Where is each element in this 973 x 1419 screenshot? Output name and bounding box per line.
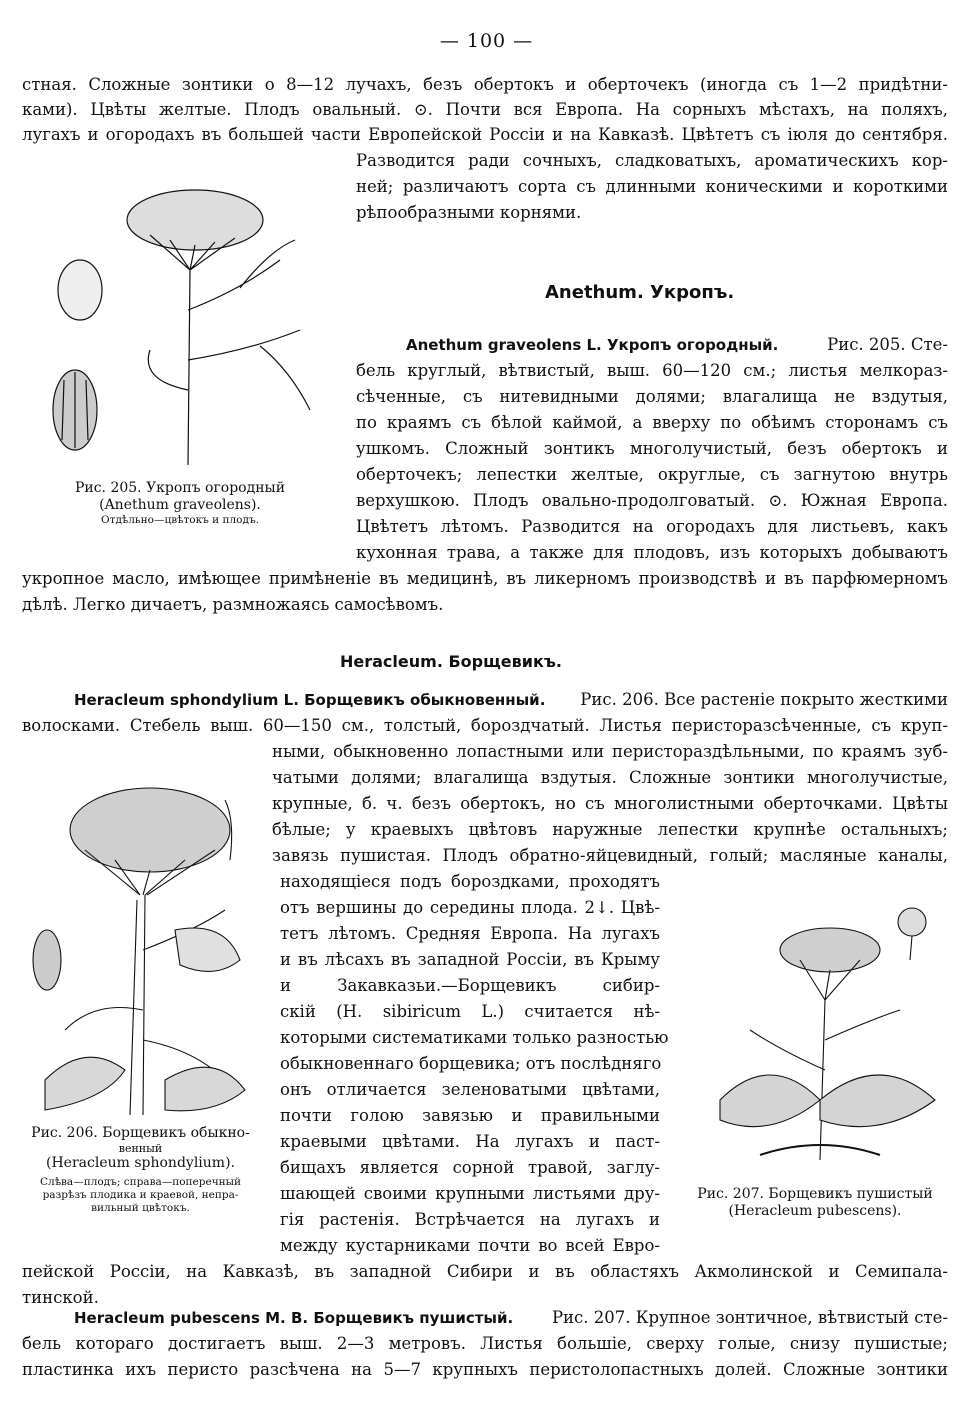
text-line: верхушкою. Плодъ овально-продолговатый. ⊙. Южная Европа. (356, 491, 948, 510)
text-line: почти голою завязью и правильными (280, 1106, 660, 1125)
text-line: укропное масло, имѣющее примѣненіе въ медицинѣ, въ ликерномъ производствѣ и въ парфюмерномъ (22, 569, 948, 588)
figure-205-title: Рис. 205. Укропъ огородный (74, 480, 286, 496)
figure-206-note: Слѣва—плодъ; справа—поперечный (39, 1176, 241, 1188)
text-line: находящіеся подъ бороздками, проходятъ (280, 872, 660, 891)
text-line: бѣлые; у краевыхъ цвѣтовъ наружные лепестки крупнѣе остальныхъ; (272, 820, 948, 839)
text-line: волосками. Стебель выш. 60—150 см., толстый, бороздчатый. Листья перисторазсѣченные, съ круп- (22, 716, 948, 735)
text-line: между кустарниками почти во всей Евро- (280, 1236, 660, 1255)
text-line: и въ лѣсахъ въ западной Россіи, въ Крыму (280, 950, 660, 969)
text-line: скій (H. sibiricum L.) считается нѣ- (280, 1002, 660, 1021)
text-fragment: Рис. 205. Сте- (827, 335, 948, 354)
text-line: крупные, б. ч. безъ обертокъ, но съ многолистными оберточками. Цвѣты (272, 794, 948, 813)
text-line: Цвѣтетъ лѣтомъ. Разводится на огородахъ для листьевъ, какъ (356, 517, 948, 536)
figure-207-caption (680, 1186, 950, 1220)
species-line (406, 335, 948, 355)
text-line: бель круглый, вѣтвистый, выш. 60—120 см.; листья мелкораз- (356, 361, 948, 380)
text-line: краевыми цвѣтами. На лугахъ и паст- (280, 1132, 660, 1151)
text-line: рѣпообразными корнями. (356, 203, 582, 222)
text-line: бель котораго достигаетъ выш. 2—3 метровъ. Листья большіе, сверху голые, снизу пушистые; (22, 1334, 948, 1353)
text-line: которыми систематиками только разностью (280, 1028, 669, 1047)
figure-207-title: Рис. 207. Борщевикъ пушистый (697, 1186, 933, 1202)
text-line: шающей своими крупными листьями дру- (280, 1184, 660, 1203)
text-line: пейской Россіи, на Кавказѣ, въ западной Сибири и въ областяхъ Акмолинской и Семипала- (22, 1262, 948, 1281)
text-line: бищахъ является сорной травой, заглу- (280, 1158, 660, 1177)
pubescent-hogweed-illustration (700, 900, 950, 1180)
text-line: пластинка ихъ перисто разсѣчена на 5—7 крупныхъ перистолопастныхъ долей. Сложные зонтики (22, 1360, 948, 1379)
text-line: тетъ лѣтомъ. Средняя Европа. На лугахъ (280, 924, 660, 943)
species-line (74, 690, 948, 710)
text-line: по краямъ съ бѣлой каймой, а вверху по обѣимъ сторонамъ съ (356, 413, 948, 432)
text-line: ками). Цвѣты желтые. Плодъ овальный. ⊙. Почти вся Европа. На сорныхъ мѣстахъ, на поляхъ, (22, 100, 948, 119)
text-line: завязь пушистая. Плодъ обратно-яйцевидный, голый; масляные каналы, (272, 846, 948, 865)
text-fragment: Рис. 207. Крупное зонтичное, вѣтвистый сте- (551, 1308, 948, 1327)
text-line: Разводится ради сочныхъ, сладковатыхъ, ароматическихъ кор- (356, 151, 948, 170)
section-heading-anethum: Anethum. Укропъ. (545, 282, 735, 303)
text-fragment: Рис. 206. Все растеніе покрыто жесткими (580, 690, 948, 709)
species-line (74, 1308, 948, 1328)
figure-206-latin: (Heracleum sphondylium). (46, 1155, 235, 1171)
text-line: сѣченные, съ нитевидными долями; влагалища не вздутыя, (356, 387, 948, 406)
text-line: чатыми долями; влагалища вздутыя. Сложные зонтики многолучистые, (272, 768, 948, 787)
text-line: ными, обыкновенно лопастными или перистораздѣльными, по краямъ зуб- (272, 742, 948, 761)
text-line: оберточекъ; лепестки желтые, округлые, съ загнутою внутрь (356, 465, 948, 484)
figure-206-title-cont: венный (118, 1142, 163, 1155)
species-name-pubescens: Heracleum pubescens M. B. Борщевикъ пушистый. (74, 1309, 514, 1327)
text-line: ней; различаютъ сорта съ длинными коническими и короткими (356, 177, 948, 196)
text-line: и Закавказьи.—Борщевикъ сибир- (280, 976, 660, 995)
text-line: кухонная трава, а также для плодовъ, изъ которыхъ добываютъ (356, 543, 948, 562)
figure-205-caption (40, 480, 320, 527)
text-line: отъ вершины до середины плода. 2↓. Цвѣ- (280, 898, 660, 917)
figure-206-note: разрѣзъ плодика и краевой, непра- (42, 1189, 239, 1201)
text-line: дѣлѣ. Легко дичаетъ, размножаясь самосѣвомъ. (22, 595, 444, 614)
figure-207-latin: (Heracleum pubescens). (728, 1203, 902, 1219)
figure-206-note: вильный цвѣтокъ. (91, 1202, 190, 1214)
text-line: обыкновеннаго борщевика; отъ послѣдняго (280, 1054, 662, 1073)
text-line: стная. Сложные зонтики о 8—12 лучахъ, безъ обертокъ и оберточекъ (иногда съ 1—2 придѣтни- (22, 75, 948, 94)
text-line: тинской. (22, 1288, 99, 1307)
figure-205-note: Отдѣльно—цвѣтокъ и плодъ. (101, 514, 259, 526)
figure-206-caption (18, 1125, 263, 1215)
dill-illustration (40, 180, 340, 470)
species-name-sphondylium: Heracleum sphondylium L. Борщевикъ обыкновенный. (74, 691, 546, 709)
text-line: лугахъ и огородахъ въ большей части Европейской Россіи и на Кавказѣ. Цвѣтетъ съ іюля до сентября. (22, 125, 948, 144)
species-name-anethum: Anethum graveolens L. Укропъ огородный. (406, 336, 779, 354)
hogweed-illustration (25, 780, 255, 1120)
page-number: — 100 — (439, 30, 534, 52)
text-line: гія растенія. Встрѣчается на лугахъ и (280, 1210, 660, 1229)
figure-206-title: Рис. 206. Борщевикъ обыкно- (31, 1125, 250, 1141)
figure-205-latin: (Anethum graveolens). (99, 497, 261, 513)
text-line: ушкомъ. Сложный зонтикъ многолучистый, безъ обертокъ и (356, 439, 948, 458)
section-heading-heracleum: Heracleum. Борщевикъ. (340, 652, 562, 671)
text-line: онъ отличается зеленоватыми цвѣтами, (280, 1080, 660, 1099)
